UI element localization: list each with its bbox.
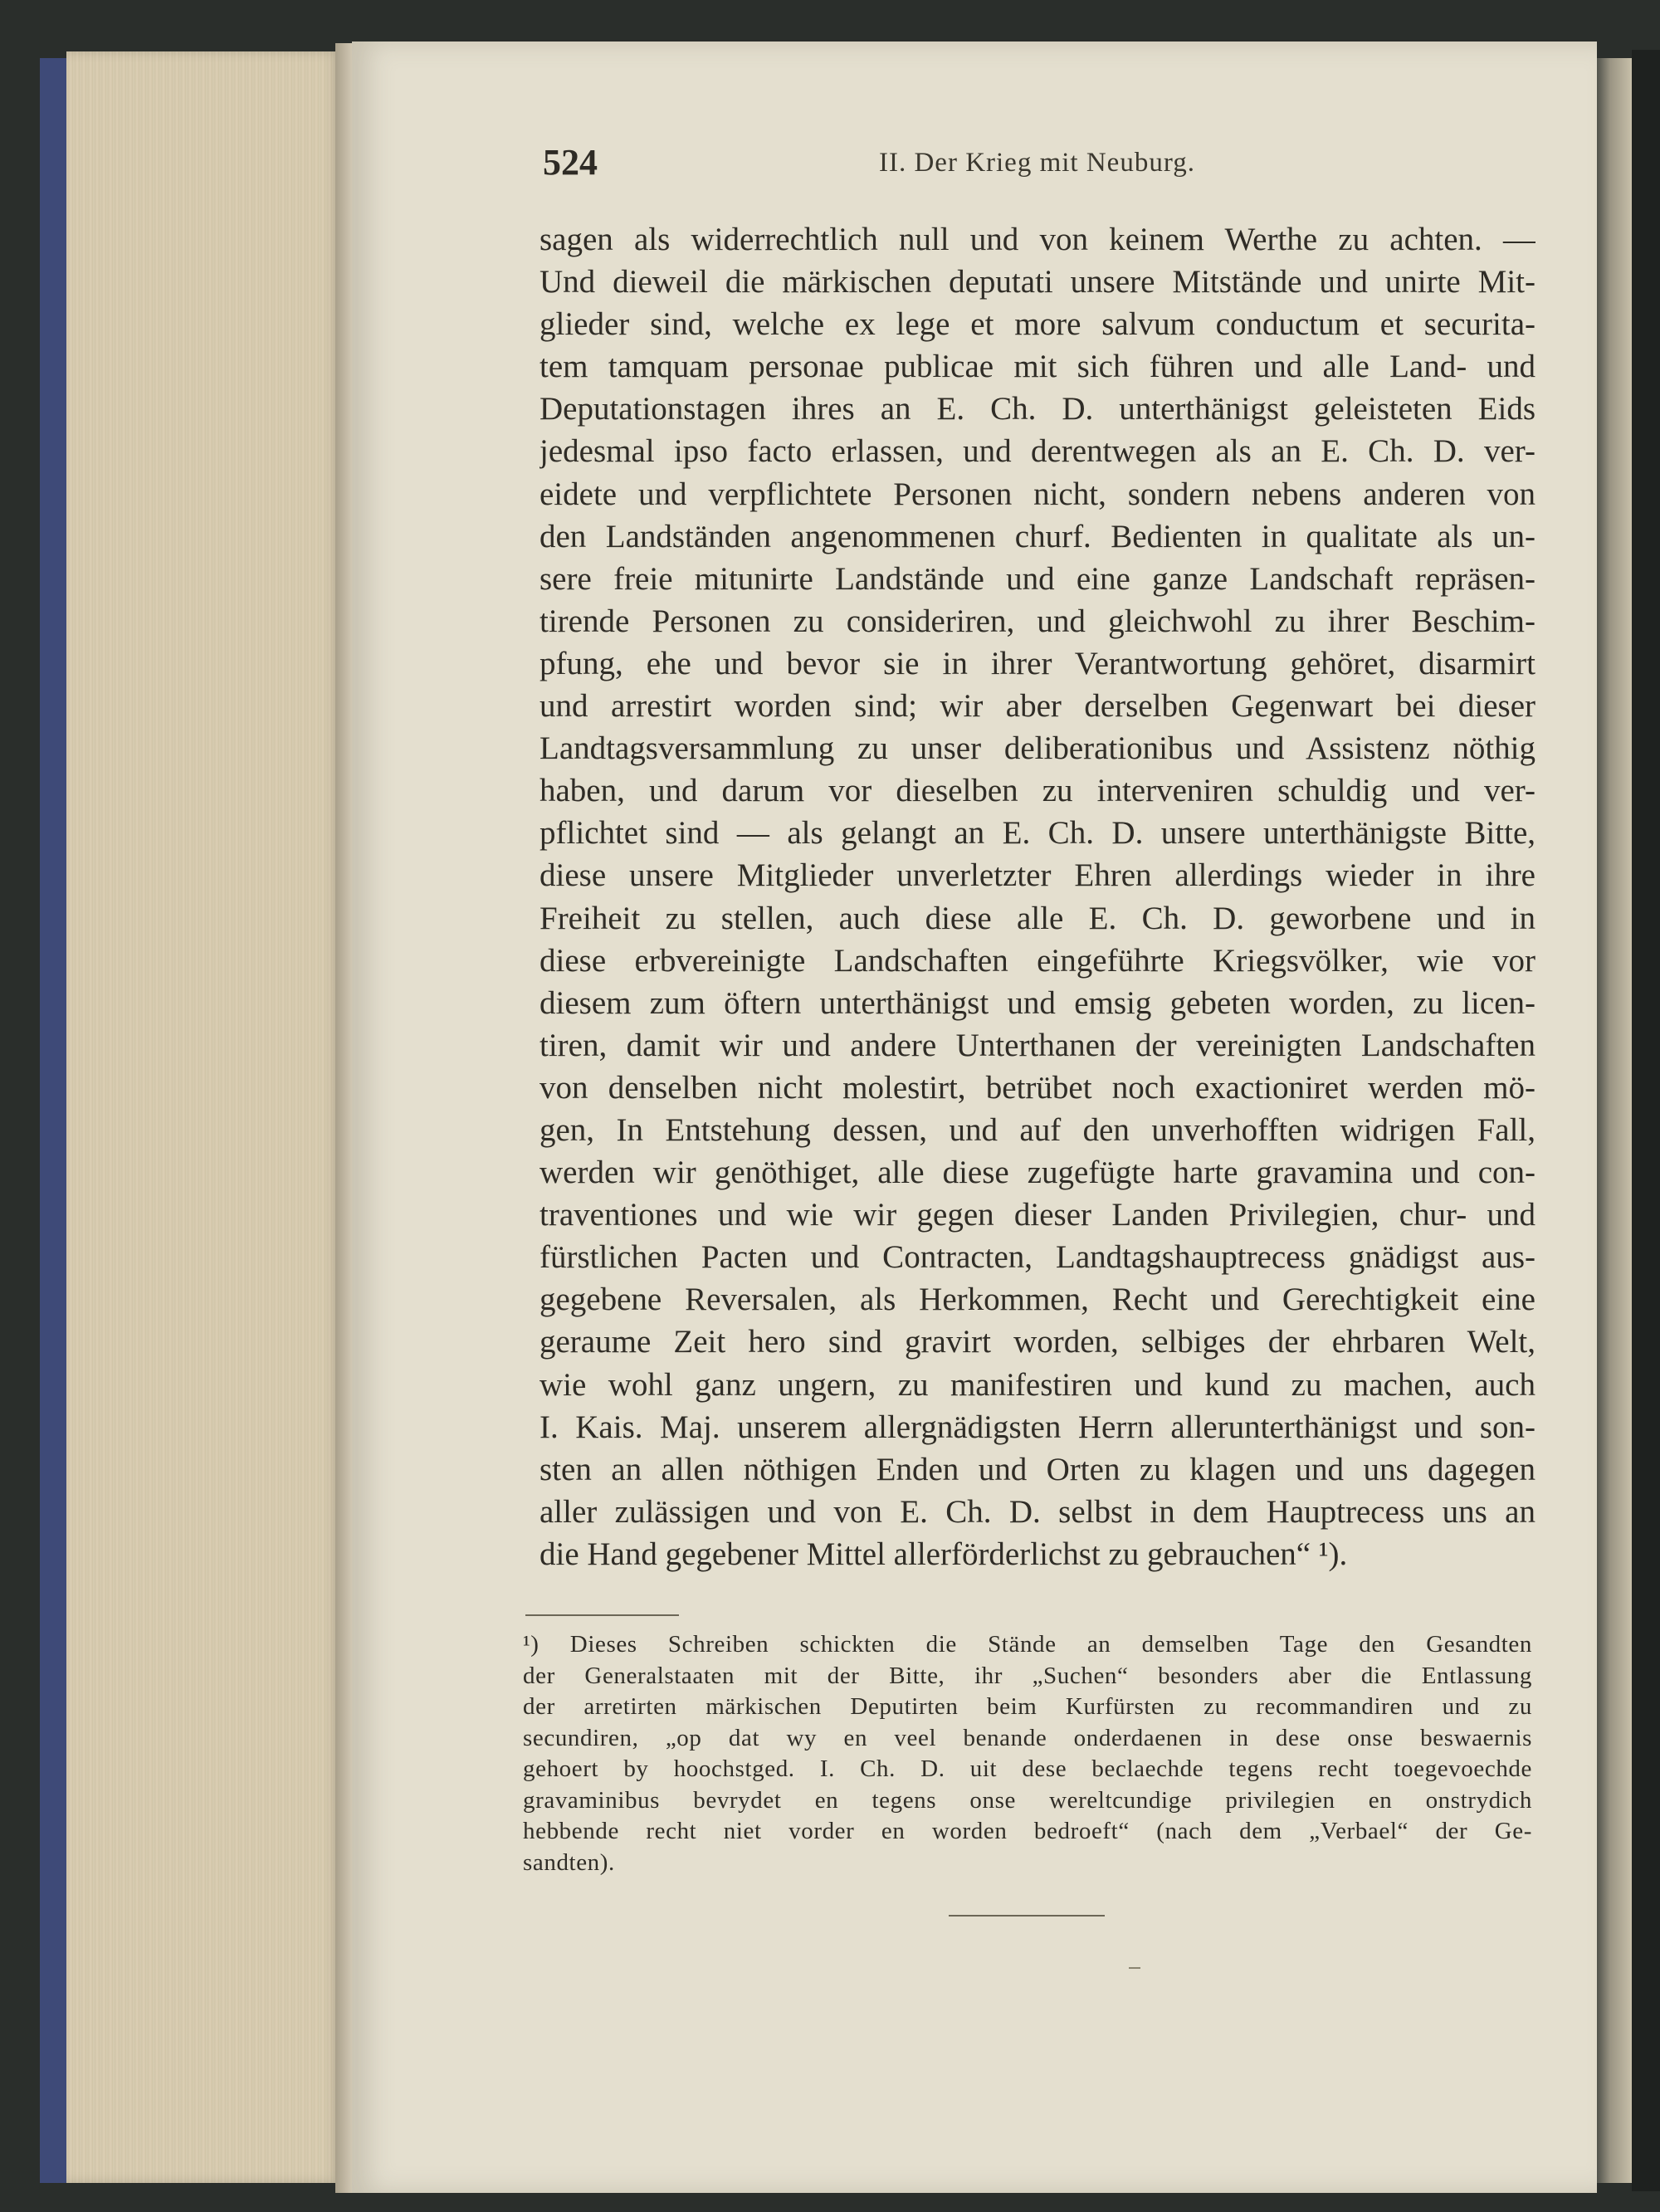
text-line: sere freie mitunirte Landstände und eine ganze Landschaft repräsen- bbox=[540, 560, 1536, 597]
running-head: II. Der Krieg mit Neuburg. bbox=[879, 148, 1195, 178]
text-line: Landtagsversammlung zu unser deliberationibus und Assistenz nöthig bbox=[540, 730, 1536, 767]
footnote-separator bbox=[525, 1614, 679, 1616]
text-line: Freiheit zu stellen, auch diese alle E. Ch. D. geworbene und in bbox=[540, 900, 1536, 936]
opposite-page-edge bbox=[1595, 58, 1633, 2183]
text-line: werden wir genöthiget, alle diese zugefügte harte gravamina und con- bbox=[540, 1155, 1536, 1191]
end-rule bbox=[949, 1915, 1105, 1917]
page-header bbox=[543, 141, 1223, 199]
text-line: tiren, damit wir und andere Unterthanen der vereinigten Landschaften bbox=[540, 1027, 1536, 1063]
footnote-line: secundiren, „op dat wy en veel benande onderdaenen in dese onse beswaernis bbox=[523, 1724, 1532, 1751]
text-line: pflichtet sind — als gelangt an E. Ch. D. unsere unterthänigste Bitte, bbox=[540, 815, 1536, 852]
main-text bbox=[540, 218, 1536, 1575]
text-line: glieder sind, welche ex lege et more salvum conductum et securita- bbox=[540, 306, 1536, 343]
text-line: wie wohl ganz ungern, zu manifestiren und kund zu machen, auch bbox=[540, 1366, 1536, 1403]
text-line: aller zulässigen und von E. Ch. D. selbst in dem Hauptrecess uns an bbox=[540, 1493, 1536, 1530]
text-line: Deputationstagen ihres an E. Ch. D. unterthänigst geleisteten Eids bbox=[540, 391, 1536, 427]
footnote-line: gehoert by hoochstged. I. Ch. D. uit dese beclaechde tegens recht toegevoechde bbox=[523, 1755, 1532, 1782]
text-line: und arrestirt worden sind; wir aber derselben Gegenwart bei dieser bbox=[540, 688, 1536, 725]
footnote-line: sandten). bbox=[523, 1848, 615, 1876]
footnote bbox=[523, 1629, 1532, 1878]
text-line: fürstlichen Pacten und Contracten, Landtagshauptrecess gnädigst aus- bbox=[540, 1239, 1536, 1276]
text-line: sagen als widerrechtlich null und von keinem Werthe zu achten. — bbox=[540, 222, 1536, 257]
text-line: I. Kais. Maj. unserem allergnädigsten Herrn allerunterthänigst und son- bbox=[540, 1409, 1536, 1445]
text-line: Und dieweil die märkischen deputati unsere Mitstände und unirte Mit- bbox=[540, 264, 1536, 300]
text-line: diese unsere Mitglieder unverletzter Ehren allerdings wieder in ihre bbox=[540, 857, 1536, 894]
text-line: diesem zum öftern unterthänigst und emsig gebeten worden, zu licen- bbox=[540, 984, 1536, 1021]
footnote-line: ¹) Dieses Schreiben schickten die Stände an demselben Tage den Gesandten bbox=[523, 1631, 1532, 1658]
text-line: den Landständen angenommenen churf. Bedienten in qualitate als un- bbox=[540, 518, 1536, 554]
text-line: tirende Personen zu consideriren, und gleichwohl zu ihrer Beschim- bbox=[540, 603, 1536, 639]
page-number: 524 bbox=[543, 142, 598, 183]
text-line: diese erbvereinigte Landschaften eingeführte Kriegsvölker, wie vor bbox=[540, 942, 1536, 979]
text-line: gegebene Reversalen, als Herkommen, Recht und Gerechtigkeit eine bbox=[540, 1282, 1536, 1318]
text-line: geraume Zeit hero sind gravirt worden, selbiges der ehrbaren Welt, bbox=[540, 1324, 1536, 1360]
text-line: haben, und darum vor dieselben zu interveniren schuldig und ver- bbox=[540, 773, 1536, 809]
footnote-line: gravaminibus bevrydet en tegens onse wereltcundige privilegien en onstrydich bbox=[523, 1786, 1532, 1814]
text-line: gen, In Entstehung dessen, und auf den unverhofften widrigen Fall, bbox=[540, 1111, 1536, 1148]
right-dark-margin bbox=[1632, 50, 1660, 2191]
footnote-line: der arretirten märkischen Deputirten beim Kurfürsten zu recommandiren und zu bbox=[523, 1693, 1532, 1720]
paper-speck bbox=[1129, 1967, 1140, 1969]
text-line: eidete und verpflichtete Personen nicht, sondern nebens anderen von bbox=[540, 476, 1536, 512]
text-line: die Hand gegebener Mittel allerförderlichst zu gebrauchen“ ¹). bbox=[540, 1536, 1348, 1572]
footnote-line: hebbende recht niet vorder en worden bedroeft“ (nach dem „Verbael“ der Ge- bbox=[523, 1818, 1532, 1844]
text-line: tem tamquam personae publicae mit sich führen und alle Land- und bbox=[540, 349, 1536, 385]
text-line: sten an allen nöthigen Enden und Orten zu klagen und uns dagegen bbox=[540, 1451, 1536, 1487]
book-page-edges bbox=[66, 51, 340, 2183]
text-line: traventiones und wie wir gegen dieser Landen Privilegien, chur- und bbox=[540, 1197, 1536, 1233]
footnote-line: der Generalstaaten mit der Bitte, ihr „Suchen“ besonders aber die Entlassung bbox=[523, 1662, 1532, 1689]
text-line: pfung, ehe und bevor sie in ihrer Verantwortung gehöret, disarmirt bbox=[540, 645, 1536, 681]
text-line: von denselben nicht molestirt, betrübet noch exactioniret werden mö- bbox=[540, 1069, 1536, 1106]
text-line: jedesmal ipso facto erlassen, und derentwegen als an E. Ch. D. ver- bbox=[540, 433, 1536, 470]
